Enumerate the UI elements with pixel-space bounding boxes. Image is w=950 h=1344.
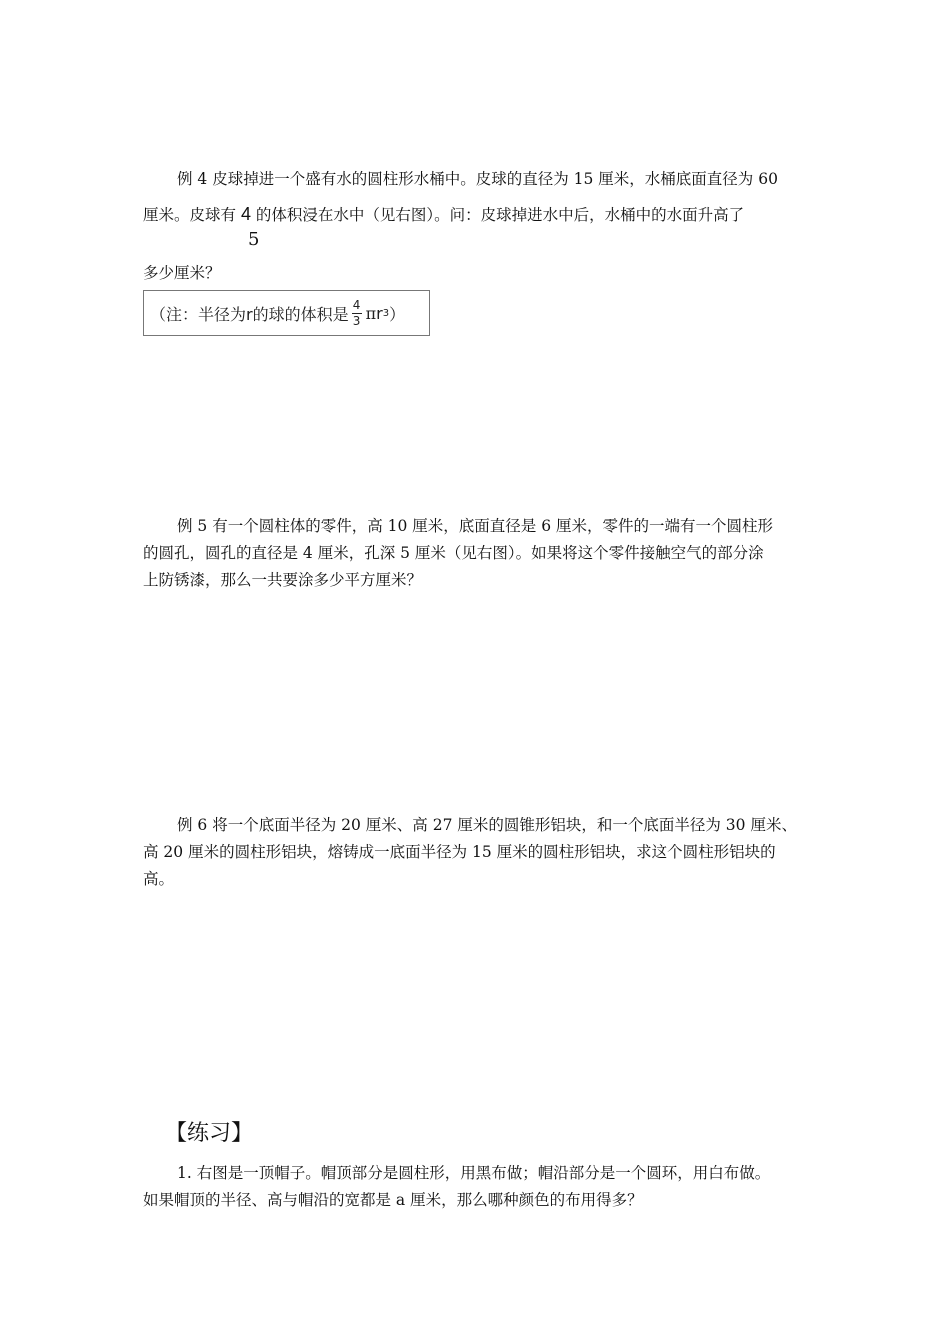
- practice-1-line-1: 1. 右图是一顶帽子。帽顶部分是圆柱形，用黑布做；帽沿部分是一个圆环，用白布做。: [177, 1164, 771, 1182]
- practice-1: [143, 1160, 808, 1214]
- pi-symbol: π: [365, 303, 377, 323]
- radius-symbol: r: [376, 303, 383, 323]
- note-fraction-denominator: 3: [352, 313, 361, 328]
- practice-1-line-2: 如果帽顶的半径、高与帽沿的宽都是 a 厘米，那么哪种颜色的布用得多？: [143, 1191, 643, 1209]
- fraction-denominator: 5: [248, 229, 260, 250]
- note-text: （注：半径为r的球的体积是: [150, 304, 349, 324]
- note-close: ）: [389, 304, 406, 324]
- note-fraction: [352, 299, 362, 328]
- example-4-line-3: 多少厘米？: [143, 264, 221, 282]
- example-6-line-1: 例 6 将一个底面半径为 20 厘米、高 27 厘米的圆锥形铝块，和一个底面半径为 30 厘米、: [177, 816, 797, 834]
- example-5: [143, 513, 808, 594]
- example-5-line-2: 的圆孔，圆孔的直径是 4 厘米，孔深 5 厘米（见右图）。如果将这个零件接触空气的部分涂: [143, 544, 764, 562]
- example-6: [143, 812, 808, 893]
- fraction-numerator: 4: [240, 204, 251, 224]
- example-5-line-3: 上防锈漆，那么一共要涂多少平方厘米？: [143, 571, 423, 589]
- example-6-line-2: 高 20 厘米的圆柱形铝块，熔铸成一底面半径为 15 厘米的圆柱形铝块，求这个圆柱形铝块的: [143, 843, 776, 861]
- example-4-question: [143, 260, 808, 287]
- example-4-line-2-pre: 厘米。皮球有: [143, 206, 241, 224]
- example-5-line-1: 例 5 有一个圆柱体的零件，高 10 厘米，底面直径是 6 厘米，零件的一端有一个圆柱形: [177, 517, 774, 535]
- exponent: 3: [382, 307, 390, 319]
- example-6-line-3: 高。: [143, 870, 175, 888]
- example-4-line-2: [143, 201, 808, 229]
- example-4: [143, 166, 808, 229]
- practice-heading: 【练习】: [165, 1121, 254, 1146]
- example-4-line-1: 例 4 皮球掉进一个盛有水的圆柱形水桶中。皮球的直径为 15 厘米，水桶底面直径为 60: [177, 170, 778, 188]
- example-4-line-2-post: 的体积浸在水中（见右图）。问：皮球掉进水中后，水桶中的水面升高了: [250, 206, 745, 224]
- note-fraction-numerator: 4: [352, 297, 361, 312]
- sphere-volume-note: [143, 290, 430, 336]
